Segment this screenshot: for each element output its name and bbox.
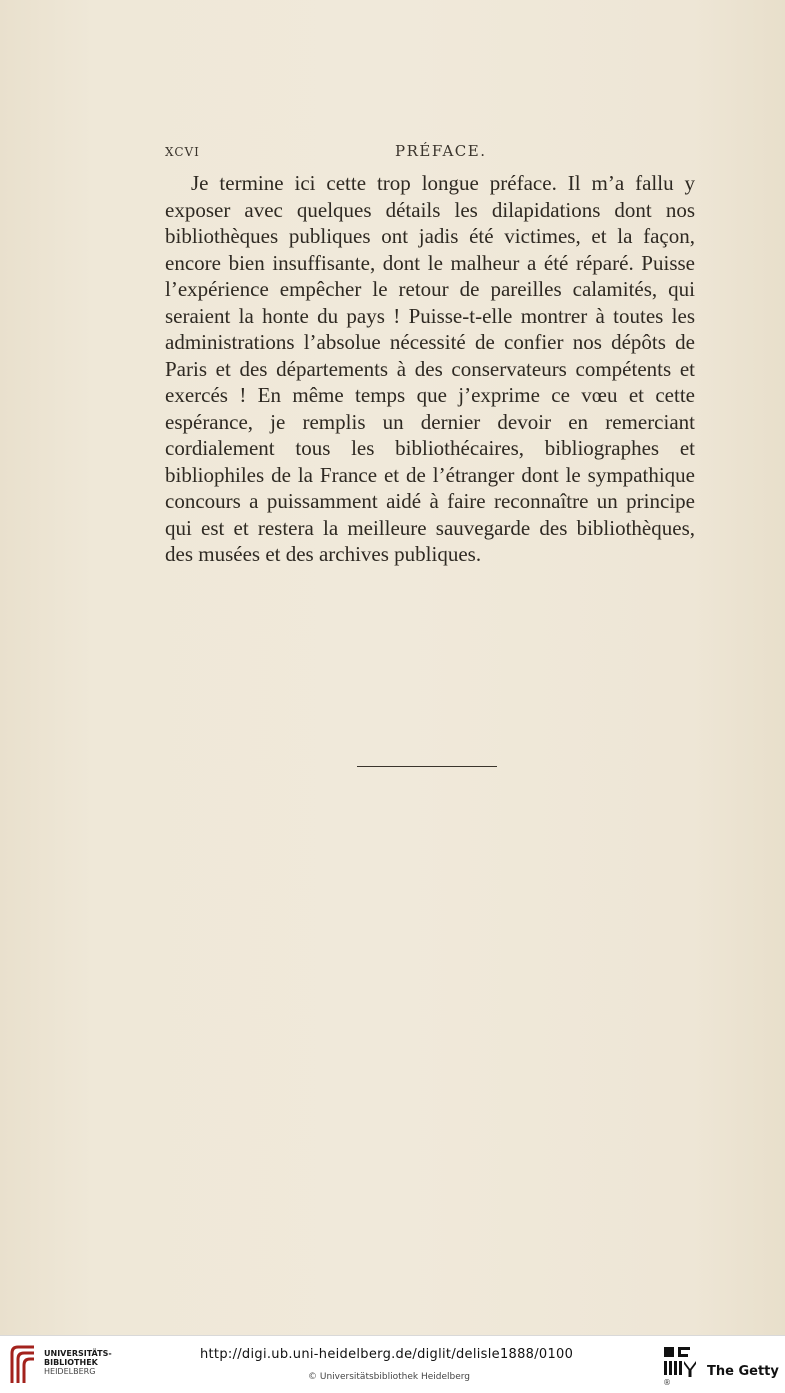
running-title: PRÉFACE. xyxy=(395,142,487,160)
library-line-3: HEIDELBERG xyxy=(44,1367,96,1376)
footer-bar xyxy=(0,1335,785,1393)
university-library-name[interactable] xyxy=(44,1349,112,1376)
getty-name[interactable]: The Getty xyxy=(707,1364,779,1379)
permalink-url[interactable]: http://digi.ub.uni-heidelberg.de/diglit/delisle1888/0100 xyxy=(200,1347,574,1362)
registered-mark: ® xyxy=(663,1378,671,1387)
copyright-notice: © Universitätsbibliothek Heidelberg xyxy=(308,1372,471,1382)
end-rule xyxy=(357,766,497,767)
library-line-1: UNIVERSITÄTS- xyxy=(44,1349,112,1358)
library-line-2: BIBLIOTHEK xyxy=(44,1358,98,1367)
body-paragraph: Je termine ici cette trop longue préface. Il m’a fallu y exposer avec quelques détails les dilapidations dont nos bibliothèques publiques ont jadis été victimes, et la façon, encore bien insuffisante, dont le malheur a été réparé. Puisse l’expérience empêcher le retour de pareilles calamités, qui seraient la honte du pays ! Puisse-t-elle montrer à toutes les administrations l’absolue nécessité de confier nos dépôts de Paris et des départements à des conservateurs compétents et exercés ! En même temps que j’exprime ce vœu et cette espérance, je remplis un dernier devoir en remerciant cordialement tous les bibliothécaires, bibliographes et bibliophiles de la France et de l’étranger dont le sympathique concours a puissamment aidé à faire reconnaître un principe qui est et restera la meilleure sauvegarde des bibliothèques, des musées et des archives publiques. xyxy=(165,171,695,566)
page-number: XCVI xyxy=(165,145,200,159)
running-head xyxy=(165,142,695,164)
university-library-logo-icon[interactable] xyxy=(8,1343,38,1385)
